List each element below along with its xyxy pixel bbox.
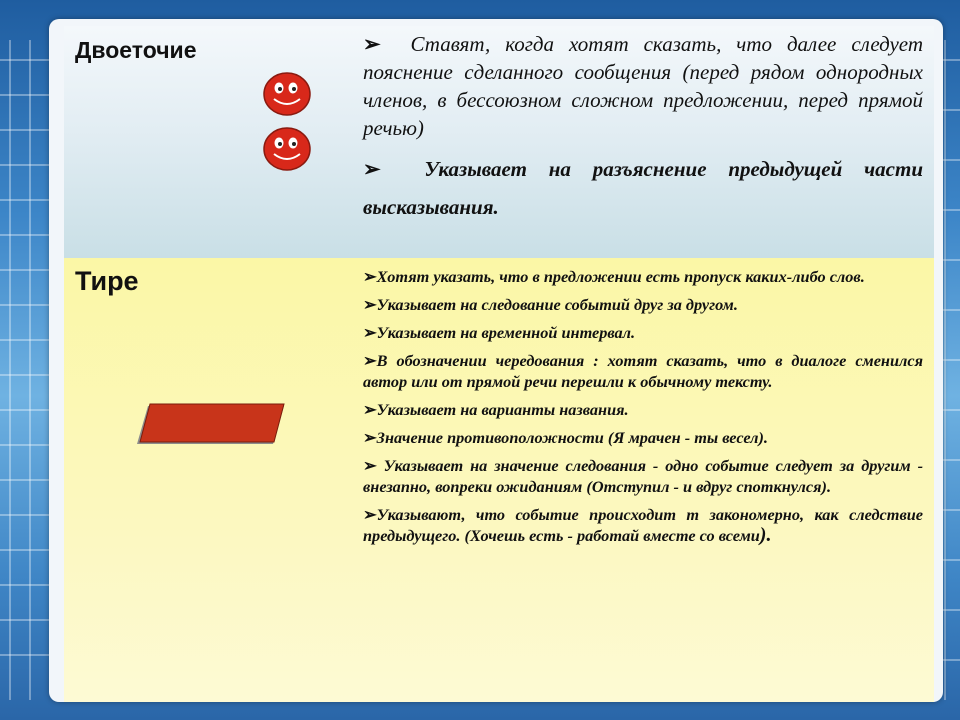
bullet-arrow-icon: ➢ [363, 400, 377, 419]
list-item: ➢Указывает на варианты названия. [363, 400, 629, 419]
row-label-colon: Двоеточие [75, 37, 197, 63]
colon-description [363, 30, 923, 226]
list-item: ➢ Указывает на разъяснение предыдущей части высказывания. [363, 157, 923, 219]
bullet-arrow-icon: ➢ [363, 456, 377, 475]
list-item: ➢Хотят указать, что в предложении есть пропуск каких-либо слов. [363, 267, 865, 286]
list-item: ➢Указывает на следование событий друг за другом. [363, 295, 738, 314]
list-item: ➢ Ставят, когда хотят сказать, что далее следует пояснение сделанного сообщения (перед рядом однородных членов, в бессоюзном сложном предложении, перед прямой речью) [363, 32, 924, 140]
list-item: ➢В обозначении чередования : хотят сказать, что в диалоге сменился автор или от прямой речи перешли к обычному тексту. [363, 351, 923, 391]
bullet-arrow-icon: ➢ [363, 351, 377, 370]
bullet-arrow-icon: ➢ [363, 267, 377, 286]
bullet-arrow-icon: ➢ [363, 32, 381, 56]
smiley-icon [262, 126, 312, 172]
list-item: ➢Указывает на временной интервал. [363, 323, 636, 342]
dash-description [363, 266, 923, 553]
row-label-dash: Тире [75, 266, 139, 296]
list-item: ➢Указывают, что событие происходит т закономерно, как следствие предыдущего. (Хочешь есть - работай вместе со всеми). [363, 505, 923, 546]
list-item: ➢Значение противоположности (Я мрачен - ты весел). [363, 428, 769, 447]
bullet-arrow-icon: ➢ [363, 505, 377, 524]
dash-parallelogram-icon [134, 403, 286, 447]
bullet-arrow-icon: ➢ [363, 157, 381, 181]
list-item: ➢ Указывает на значение следования - одно событие следует за другим - внезапно, вопреки ожиданиям (Отступил - и вдруг споткнулся). [363, 456, 923, 496]
bullet-arrow-icon: ➢ [363, 323, 377, 342]
bullet-arrow-icon: ➢ [363, 295, 377, 314]
bullet-arrow-icon: ➢ [363, 428, 377, 447]
smiley-icon [262, 71, 312, 117]
